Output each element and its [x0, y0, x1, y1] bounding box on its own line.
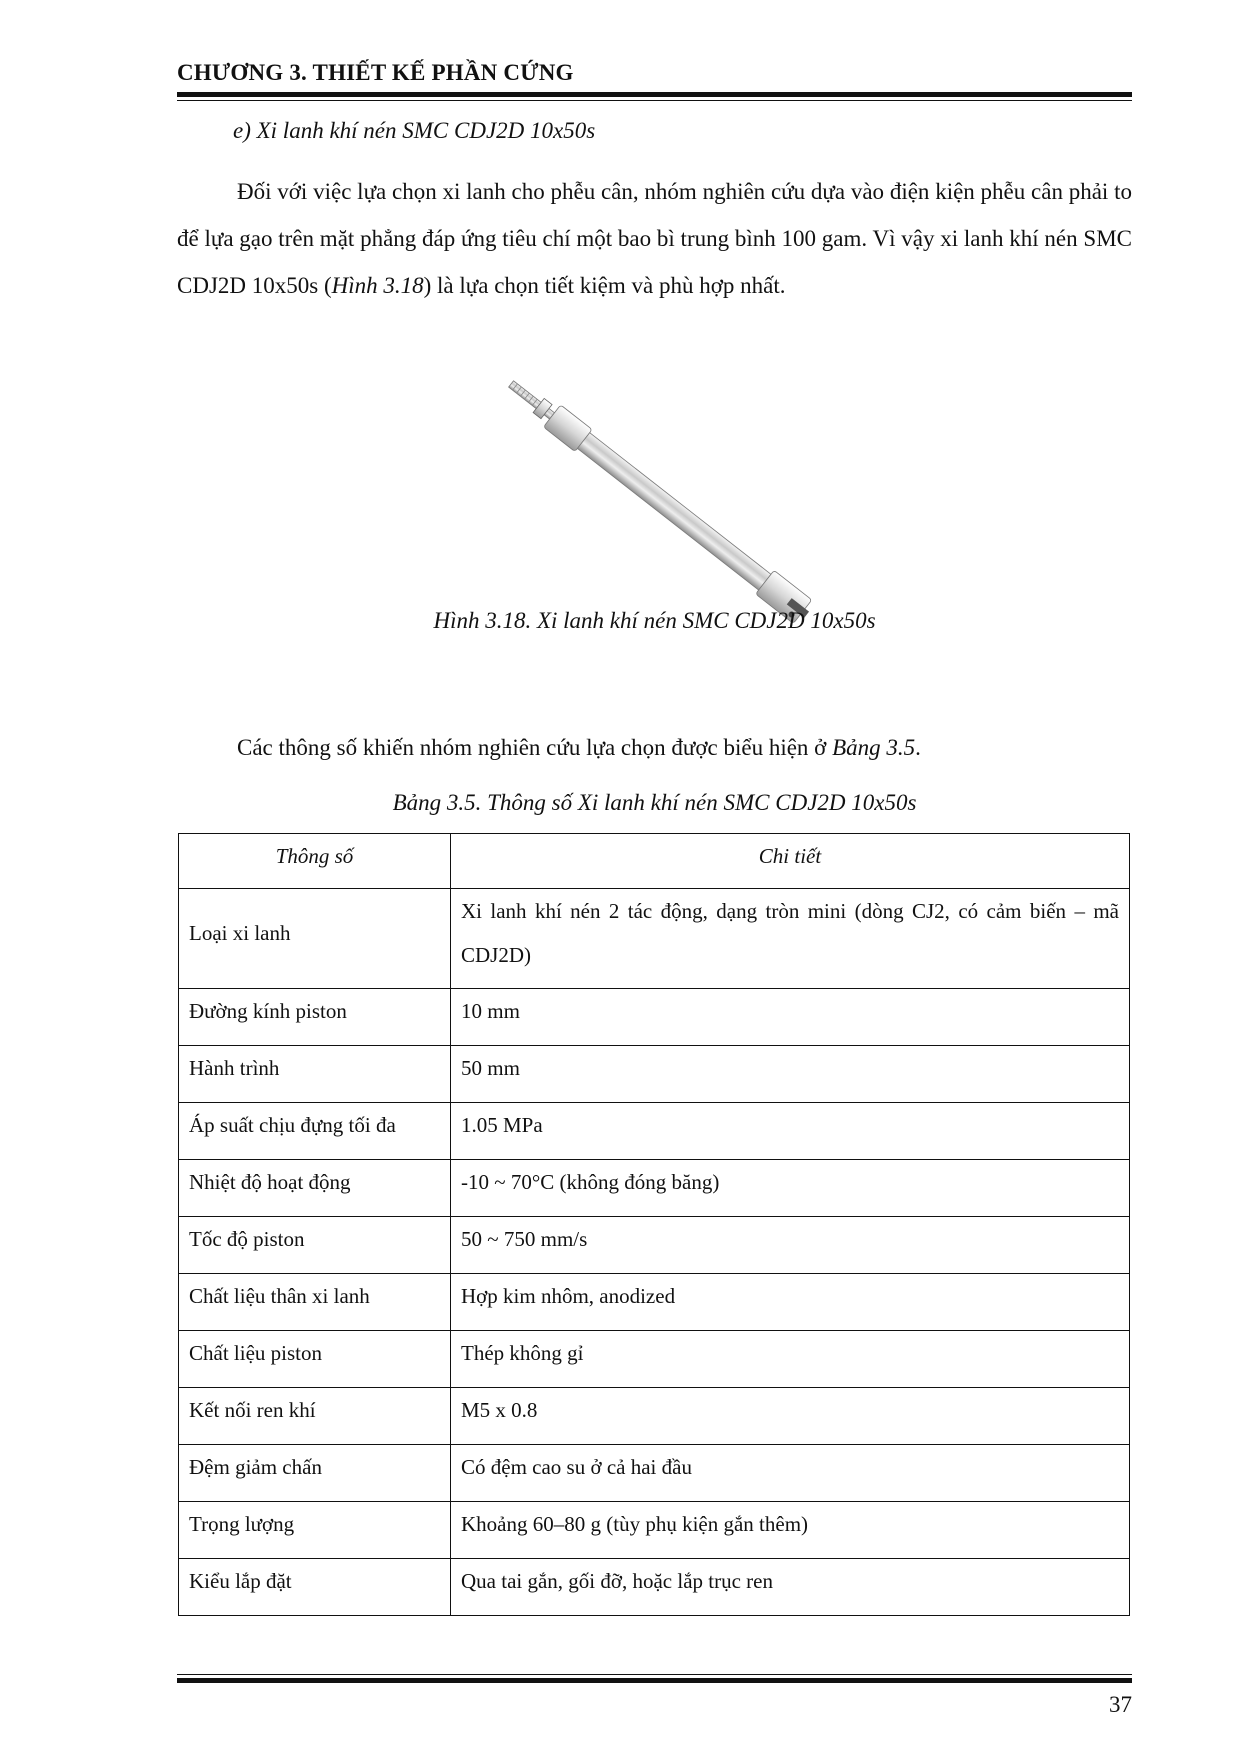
param-value: Có đệm cao su ở cả hai đầu — [451, 1445, 1130, 1502]
header-rule-thin — [177, 100, 1132, 101]
table-row — [179, 1502, 1130, 1559]
param-name: Tốc độ piston — [179, 1217, 451, 1274]
table-row — [179, 1331, 1130, 1388]
param-name: Nhiệt độ hoạt động — [179, 1160, 451, 1217]
table-row — [179, 889, 1130, 989]
chapter-title: CHƯƠNG 3. THIẾT KẾ PHẦN CỨNG — [177, 60, 574, 85]
header-detail: Chi tiết — [451, 834, 1130, 889]
header-rule — [177, 92, 1132, 97]
intro-text-before: Các thông số khiến nhóm nghiên cứu lựa chọn được biểu hiện ở — [237, 735, 833, 760]
param-name: Hành trình — [179, 1046, 451, 1103]
param-value: Xi lanh khí nén 2 tác động, dạng tròn mini (dòng CJ2, có cảm biến – mã CDJ2D) — [451, 889, 1130, 989]
para-text-before: Đối với việc lựa chọn xi lanh cho phễu cân, nhóm nghiên cứu dựa vào điện kiện phễu cân phải to để lựa gạo trên mặt phẳng đáp ứng tiêu chí một bao bì trung bình 100 gam. Vì vậy xi lanh khí nén SMC CDJ2D 10x50s ( — [177, 179, 1132, 298]
table-row — [179, 1160, 1130, 1217]
param-value: Thép không gỉ — [451, 1331, 1130, 1388]
figure-reference: Hình 3.18 — [331, 273, 424, 298]
header-parameter: Thông số — [179, 834, 451, 889]
param-name: Đệm giảm chấn — [179, 1445, 451, 1502]
param-value: Khoảng 60–80 g (tùy phụ kiện gắn thêm) — [451, 1502, 1130, 1559]
footer-rule-thin — [177, 1674, 1132, 1675]
table-row — [179, 1445, 1130, 1502]
table-row — [179, 1103, 1130, 1160]
body-paragraph — [177, 168, 1132, 309]
footer-rule — [177, 1678, 1132, 1683]
table-reference: Bảng 3.5 — [832, 735, 916, 760]
param-value: 10 mm — [451, 989, 1130, 1046]
param-value: 50 ~ 750 mm/s — [451, 1217, 1130, 1274]
table-caption: Bảng 3.5. Thông số Xi lanh khí nén SMC CDJ2D 10x50s — [392, 790, 917, 815]
param-value: Hợp kim nhôm, anodized — [451, 1274, 1130, 1331]
table-header-row — [179, 834, 1130, 889]
table-row — [179, 1274, 1130, 1331]
param-value: M5 x 0.8 — [451, 1388, 1130, 1445]
param-name: Trọng lượng — [179, 1502, 451, 1559]
table-row — [179, 1046, 1130, 1103]
param-value: Qua tai gắn, gối đỡ, hoặc lắp trục ren — [451, 1559, 1130, 1616]
intro-sentence — [237, 735, 921, 761]
param-name: Loại xi lanh — [179, 889, 451, 989]
subsection-title: e) Xi lanh khí nén SMC CDJ2D 10x50s — [233, 118, 596, 143]
table-row — [179, 1559, 1130, 1616]
param-name: Đường kính piston — [179, 989, 451, 1046]
figure-caption: Hình 3.18. Xi lanh khí nén SMC CDJ2D 10x50s — [433, 608, 876, 633]
table-row — [179, 989, 1130, 1046]
spec-table — [178, 833, 1130, 1616]
page-number: 37 — [1109, 1692, 1132, 1717]
param-name: Chất liệu thân xi lanh — [179, 1274, 451, 1331]
param-name: Áp suất chịu đựng tối đa — [179, 1103, 451, 1160]
param-value: 50 mm — [451, 1046, 1130, 1103]
table-row — [179, 1217, 1130, 1274]
param-value: 1.05 MPa — [451, 1103, 1130, 1160]
table-row — [179, 1388, 1130, 1445]
param-name: Kiểu lắp đặt — [179, 1559, 451, 1616]
intro-text-after: . — [915, 735, 921, 760]
param-name: Chất liệu piston — [179, 1331, 451, 1388]
param-value: -10 ~ 70°C (không đóng băng) — [451, 1160, 1130, 1217]
para-text-after: ) là lựa chọn tiết kiệm và phù hợp nhất. — [423, 273, 786, 298]
param-name: Kết nối ren khí — [179, 1388, 451, 1445]
